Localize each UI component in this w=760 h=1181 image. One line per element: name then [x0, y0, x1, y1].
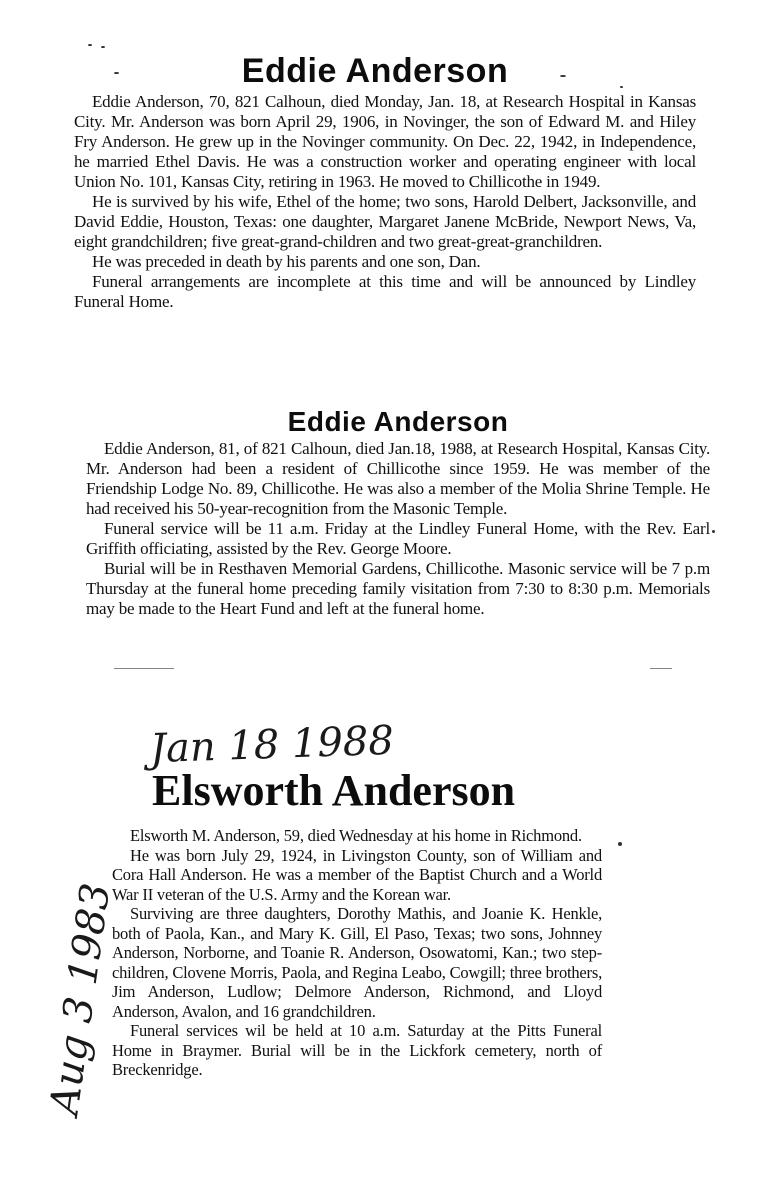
obituary-paragraph: He was preceded in death by his parents and one son, Dan. [92, 252, 481, 271]
obituary-clipping-1 [74, 50, 696, 312]
handwritten-date: Aug 3 1983 [41, 880, 120, 1118]
obituary-paragraph: Elsworth M. Anderson, 59, died Wednesday at his home in Richmond. [130, 826, 582, 845]
obituary-paragraph: He is survived by his wife, Ethel of the home; two sons, Harold Delbert, Jacksonville, and David Eddie, Houston, Texas: one daughter, Margaret Janene McBride, Newport News, Va, eight grandchildren; five great-grand-children and two great-great-granchildren. [74, 192, 696, 251]
obituary-headline: Eddie Anderson [241, 52, 509, 90]
scan-speck [101, 46, 105, 48]
obituary-paragraph: He was born July 29, 1924, in Livingston County, son of William and Cora Hall Anderson. He was a member of the Baptist Church and a World War II veteran of the U.S. Army and the Korean war. [112, 845, 602, 904]
scan-speck [618, 842, 622, 846]
scan-speck [712, 530, 715, 533]
obituary-clipping-2 [86, 405, 710, 619]
obituary-paragraph: Eddie Anderson, 81, of 821 Calhoun, died Jan.18, 1988, at Research Hospital, Kansas City. Mr. Anderson had been a resident of Chillicothe since 1959. He was member of the Friendship Lodge No. 89, Chillicothe. He was also a member of the Molia Shrine Temple. He had received his 50-year-recognition from the Masonic Temple. [86, 439, 710, 518]
handwritten-date: Jan 18 1988 [149, 717, 395, 773]
obituary-clipping-3 [112, 764, 602, 1080]
obituary-paragraph: Funeral service will be 11 a.m. Friday at the Lindley Funeral Home, with the Rev. Earl Griffith officiating, assisted by the Rev. George Moore. [86, 519, 710, 558]
obituary-headline: Elsworth Anderson [152, 766, 516, 815]
obituary-headline: Eddie Anderson [287, 406, 509, 437]
obituary-paragraph: Eddie Anderson, 70, 821 Calhoun, died Monday, Jan. 18, at Research Hospital in Kansas City. Mr. Anderson was born April 29, 1906, in Novinger, the son of Edward M. and Hiley Fry Anderson. He grew up in the Novinger community. On Dec. 22, 1942, in Independence, he married Ethel Davis. He was a construction worker and operating engineer with local Union No. 101, Kansas City, retiring in 1963. He moved to Chillicothe in 1949. [74, 92, 696, 191]
scan-speck [88, 44, 92, 46]
clipping-bottom-rule [114, 668, 174, 669]
clipping-bottom-rule [650, 668, 672, 669]
obituary-paragraph: Burial will be in Resthaven Memorial Gardens, Chillicothe. Masonic service will be 7 p.m Thursday at the funeral home preceding family visitation from 7:30 to 8:30 p.m. Memorials may be made to the Heart Fund and left at the funeral home. [86, 559, 710, 618]
obituary-paragraph: Funeral services wil be held at 10 a.m. Saturday at the Pitts Funeral Home in Braymer. Burial will be in the Lickfork cemetery, north of Breckenridge. [112, 1021, 602, 1079]
obituary-paragraph: Surviving are three daughters, Dorothy Mathis, and Joanie K. Henkle, both of Paola, Kan., and Mary K. Gill, El Paso, Texas; two sons, Johnney Anderson, Norborne, and Toanie R. Anderson, Osowatomi, Kan.; two step-children, Clovene Morris, Paola, and Regina Leabo, Cowgill; three brothers, Jim Anderson, Ludlow; Delmore Anderson, Richmond, and Lloyd Anderson, Avalon, and 16 grandchildren. [112, 904, 602, 1021]
obituary-paragraph: Funeral arrangements are incomplete at this time and will be announced by Lindley Funeral Home. [74, 272, 696, 311]
